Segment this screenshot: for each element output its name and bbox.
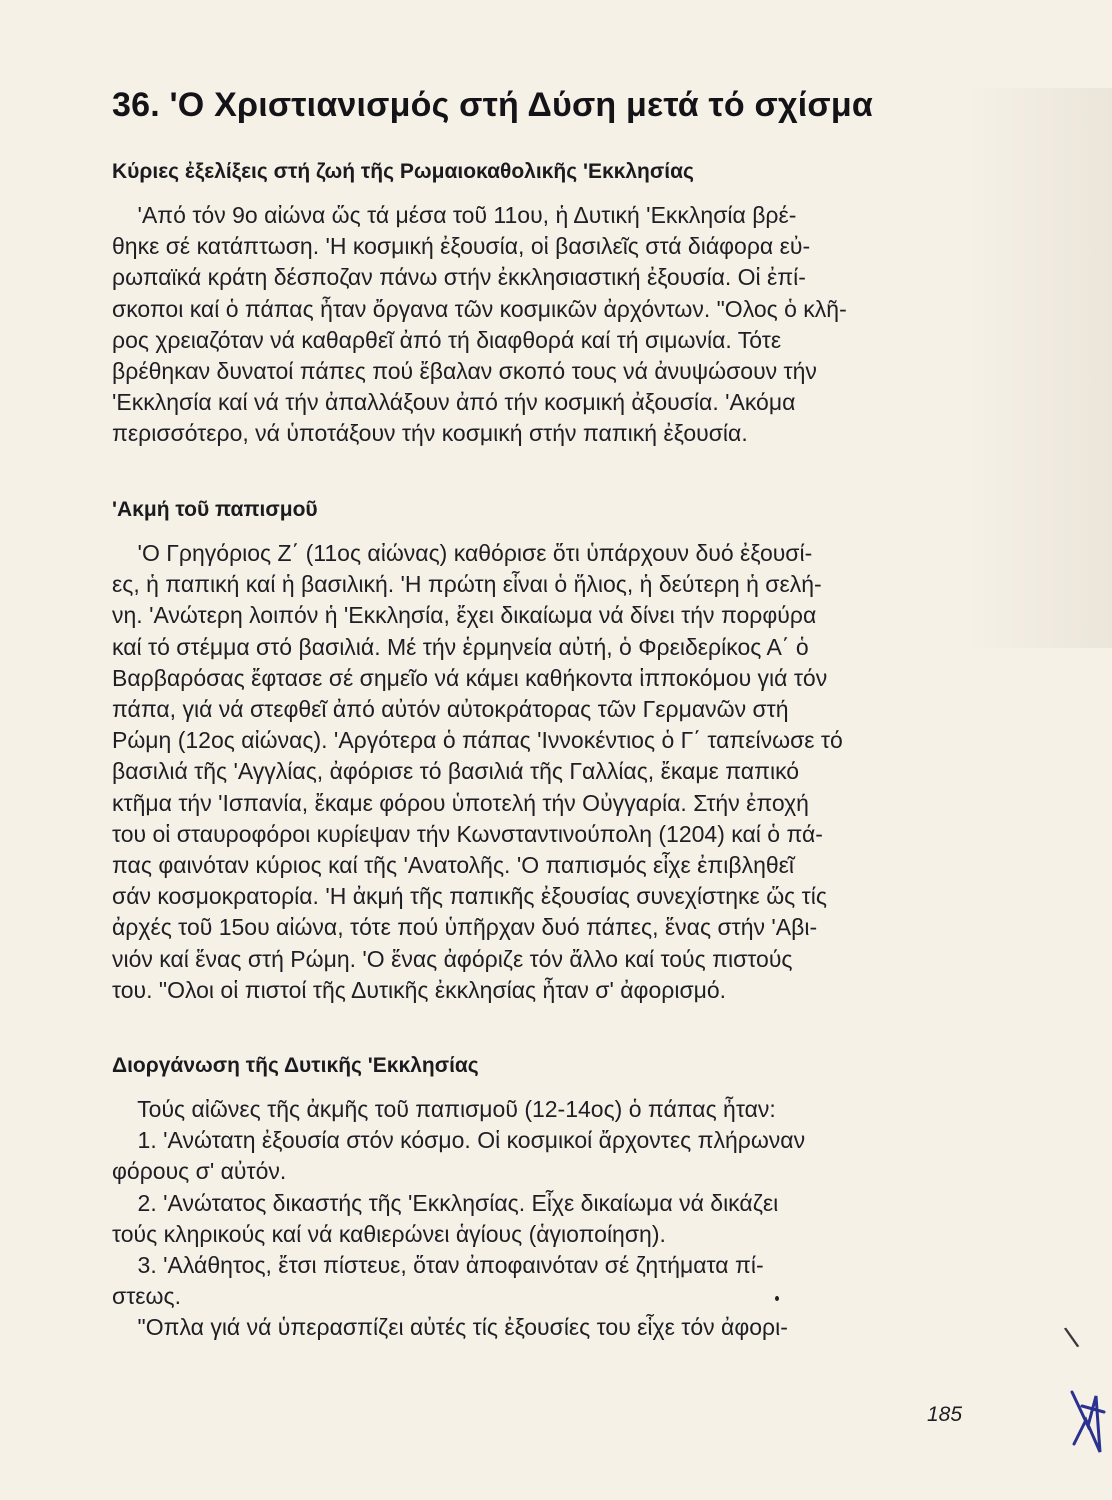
text-line: τούς κληρικούς καί νά καθιερώνει ἁγίους (ἁγιοποίηση).	[112, 1220, 666, 1247]
text-line: σκοποι καί ὁ πάπας ἦταν ὄργανα τῶν κοσμικῶν ἀρχόντων. "Ολος ὁ κλῆ-	[112, 295, 847, 322]
text-line: ρος χρειαζόταν νά καθαρθεῖ ἀπό τή διαφθορά καί τή σιμωνία. Τότε	[112, 326, 782, 353]
text-line: 1. 'Ανώτατη ἐξουσία στόν κόσμο. Οἱ κοσμικοί ἄρχοντες πλήρωναν	[112, 1127, 806, 1154]
pencil-tick-mark: \	[1062, 1321, 1082, 1356]
text-line: ρωπαϊκά κράτη δέσποζαν πάνω στήν ἐκκλησιαστική ἐξουσία. Οἱ ἐπί-	[112, 264, 806, 291]
text-line: ες, ἡ παπική καί ἡ βασιλική. 'Η πρώτη εἶναι ὁ ἥλιος, ἡ δεύτερη ἡ σελή-	[112, 571, 822, 598]
text-line: νη. 'Ανώτερη λοιπόν ἡ 'Εκκλησία, ἔχει δικαίωμα νά δίνει τήν πορφύρα	[112, 602, 817, 629]
section-text-papacy-peak	[112, 538, 964, 1006]
text-line: βασιλιά τῆς 'Αγγλίας, ἀφόρισε τό βασιλιά τῆς Γαλλίας, ἔκαμε παπικό	[112, 758, 800, 785]
show-through-shadow	[962, 88, 1112, 648]
chapter-title: 36. 'Ο Χριστιανισμός στή Δύση μετά τό σχίσμα	[112, 86, 873, 124]
section-heading-developments: Κύριες ἐξελίξεις στή ζωή τῆς Ρωμαιοκαθολικῆς 'Εκκλησίας	[112, 160, 694, 183]
text-line: 'Εκκλησία καί νά τήν ἀπαλλάξουν ἀπό τήν κοσμική ἀξουσία. 'Ακόμα	[112, 389, 796, 416]
section-text-organization	[112, 1094, 964, 1344]
text-line: κτῆμα τήν 'Ισπανία, ἔκαμε φόρου ὑποτελή τήν Οὐγγαρία. Στήν ἐποχή	[112, 789, 809, 816]
text-line: στεως.	[112, 1283, 181, 1310]
text-line: "Οπλα γιά νά ὑπερασπίζει αὐτές τίς ἐξουσίες του εἶχε τόν ἀφορι-	[112, 1314, 788, 1341]
pen-scribble-mark	[1066, 1386, 1110, 1458]
text-line: σάν κοσμοκρατορία. 'Η ἀκμή τῆς παπικῆς ἐξουσίας συνεχίστηκε ὥς τίς	[112, 883, 827, 910]
text-line: Τούς αἰῶνες τῆς ἀκμῆς τοῦ παπισμοῦ (12-14ος) ὁ πάπας ἦταν:	[112, 1096, 776, 1122]
text-line: πάπα, γιά νά στεφθεῖ ἀπό αὐτόν αὐτοκράτορας τῶν Γερμανῶν στή	[112, 696, 789, 723]
section-heading-organization: Διοργάνωση τῆς Δυτικῆς 'Εκκλησίας	[112, 1054, 479, 1077]
text-line: περισσότερο, νά ὑποτάξουν τήν κοσμική στήν παπική ἐξουσία.	[112, 420, 748, 447]
text-line: πας φαινόταν κύριος καί τῆς 'Ανατολῆς. 'Ο παπισμός εἶχε ἐπιβληθεῖ	[112, 852, 795, 879]
text-line: ἀρχές τοῦ 15ου αἰώνα, τότε πού ὑπῆρχαν δυό πάπες, ἕνας στήν 'Αβι-	[112, 914, 818, 941]
text-line: βρέθηκαν δυνατοί πάπες πού ἔβαλαν σκοπό τους νά ἀνυψώσουν τήν	[112, 358, 817, 385]
text-line: καί τό στέμμα στό βασιλιά. Μέ τήν ἑρμηνεία αὐτή, ὁ Φρειδερίκος Α΄ ὁ	[112, 633, 809, 660]
text-line: του. "Ολοι οἱ πιστοί τῆς Δυτικῆς ἐκκλησίας ἦταν σ' ἀφορισμό.	[112, 976, 727, 1003]
text-line: 2. 'Ανώτατος δικαστής τῆς 'Εκκλησίας. Εἶχε δικαίωμα νά δικάζει	[112, 1189, 779, 1216]
ink-speck	[775, 1296, 779, 1301]
text-line: φόρους σ' αὐτόν.	[112, 1158, 287, 1185]
text-line: θηκε σέ κατάπτωση. 'Η κοσμική ἐξουσία, οἱ βασιλεῖς στά διάφορα εὐ-	[112, 233, 811, 260]
text-line: 3. 'Αλάθητος, ἔτσι πίστευε, ὅταν ἀποφαινόταν σέ ζητήματα πί-	[112, 1252, 764, 1279]
page-number: 185	[927, 1403, 963, 1426]
text-line: νιόν καί ἕνας στή Ρώμη. 'Ο ἕνας ἀφόριζε τόν ἄλλο καί τούς πιστούς	[112, 945, 793, 972]
section-heading-papacy-peak: 'Ακμή τοῦ παπισμοῦ	[112, 498, 318, 521]
section-text-developments	[112, 200, 964, 450]
text-line: Βαρβαρόσας ἔφτασε σέ σημεῖο νά κάμει καθήκοντα ἱπποκόμου γιά τόν	[112, 664, 828, 691]
text-line: 'Από τόν 9ο αἰώνα ὥς τά μέσα τοῦ 11ου, ἡ Δυτική 'Εκκλησία βρέ-	[112, 202, 797, 228]
text-line: του οἱ σταυροφόροι κυρίεψαν τήν Κωνσταντινούπολη (1204) καί ὁ πά-	[112, 820, 823, 847]
text-line: Ρώμη (12ος αἰώνας). 'Αργότερα ὁ πάπας 'Ιννοκέντιος ὁ Γ΄ ταπείνωσε τό	[112, 727, 843, 754]
text-line: 'Ο Γρηγόριος Ζ΄ (11ος αἰώνας) καθόρισε ὅτι ὑπάρχουν δυό ἐξουσί-	[112, 540, 813, 566]
